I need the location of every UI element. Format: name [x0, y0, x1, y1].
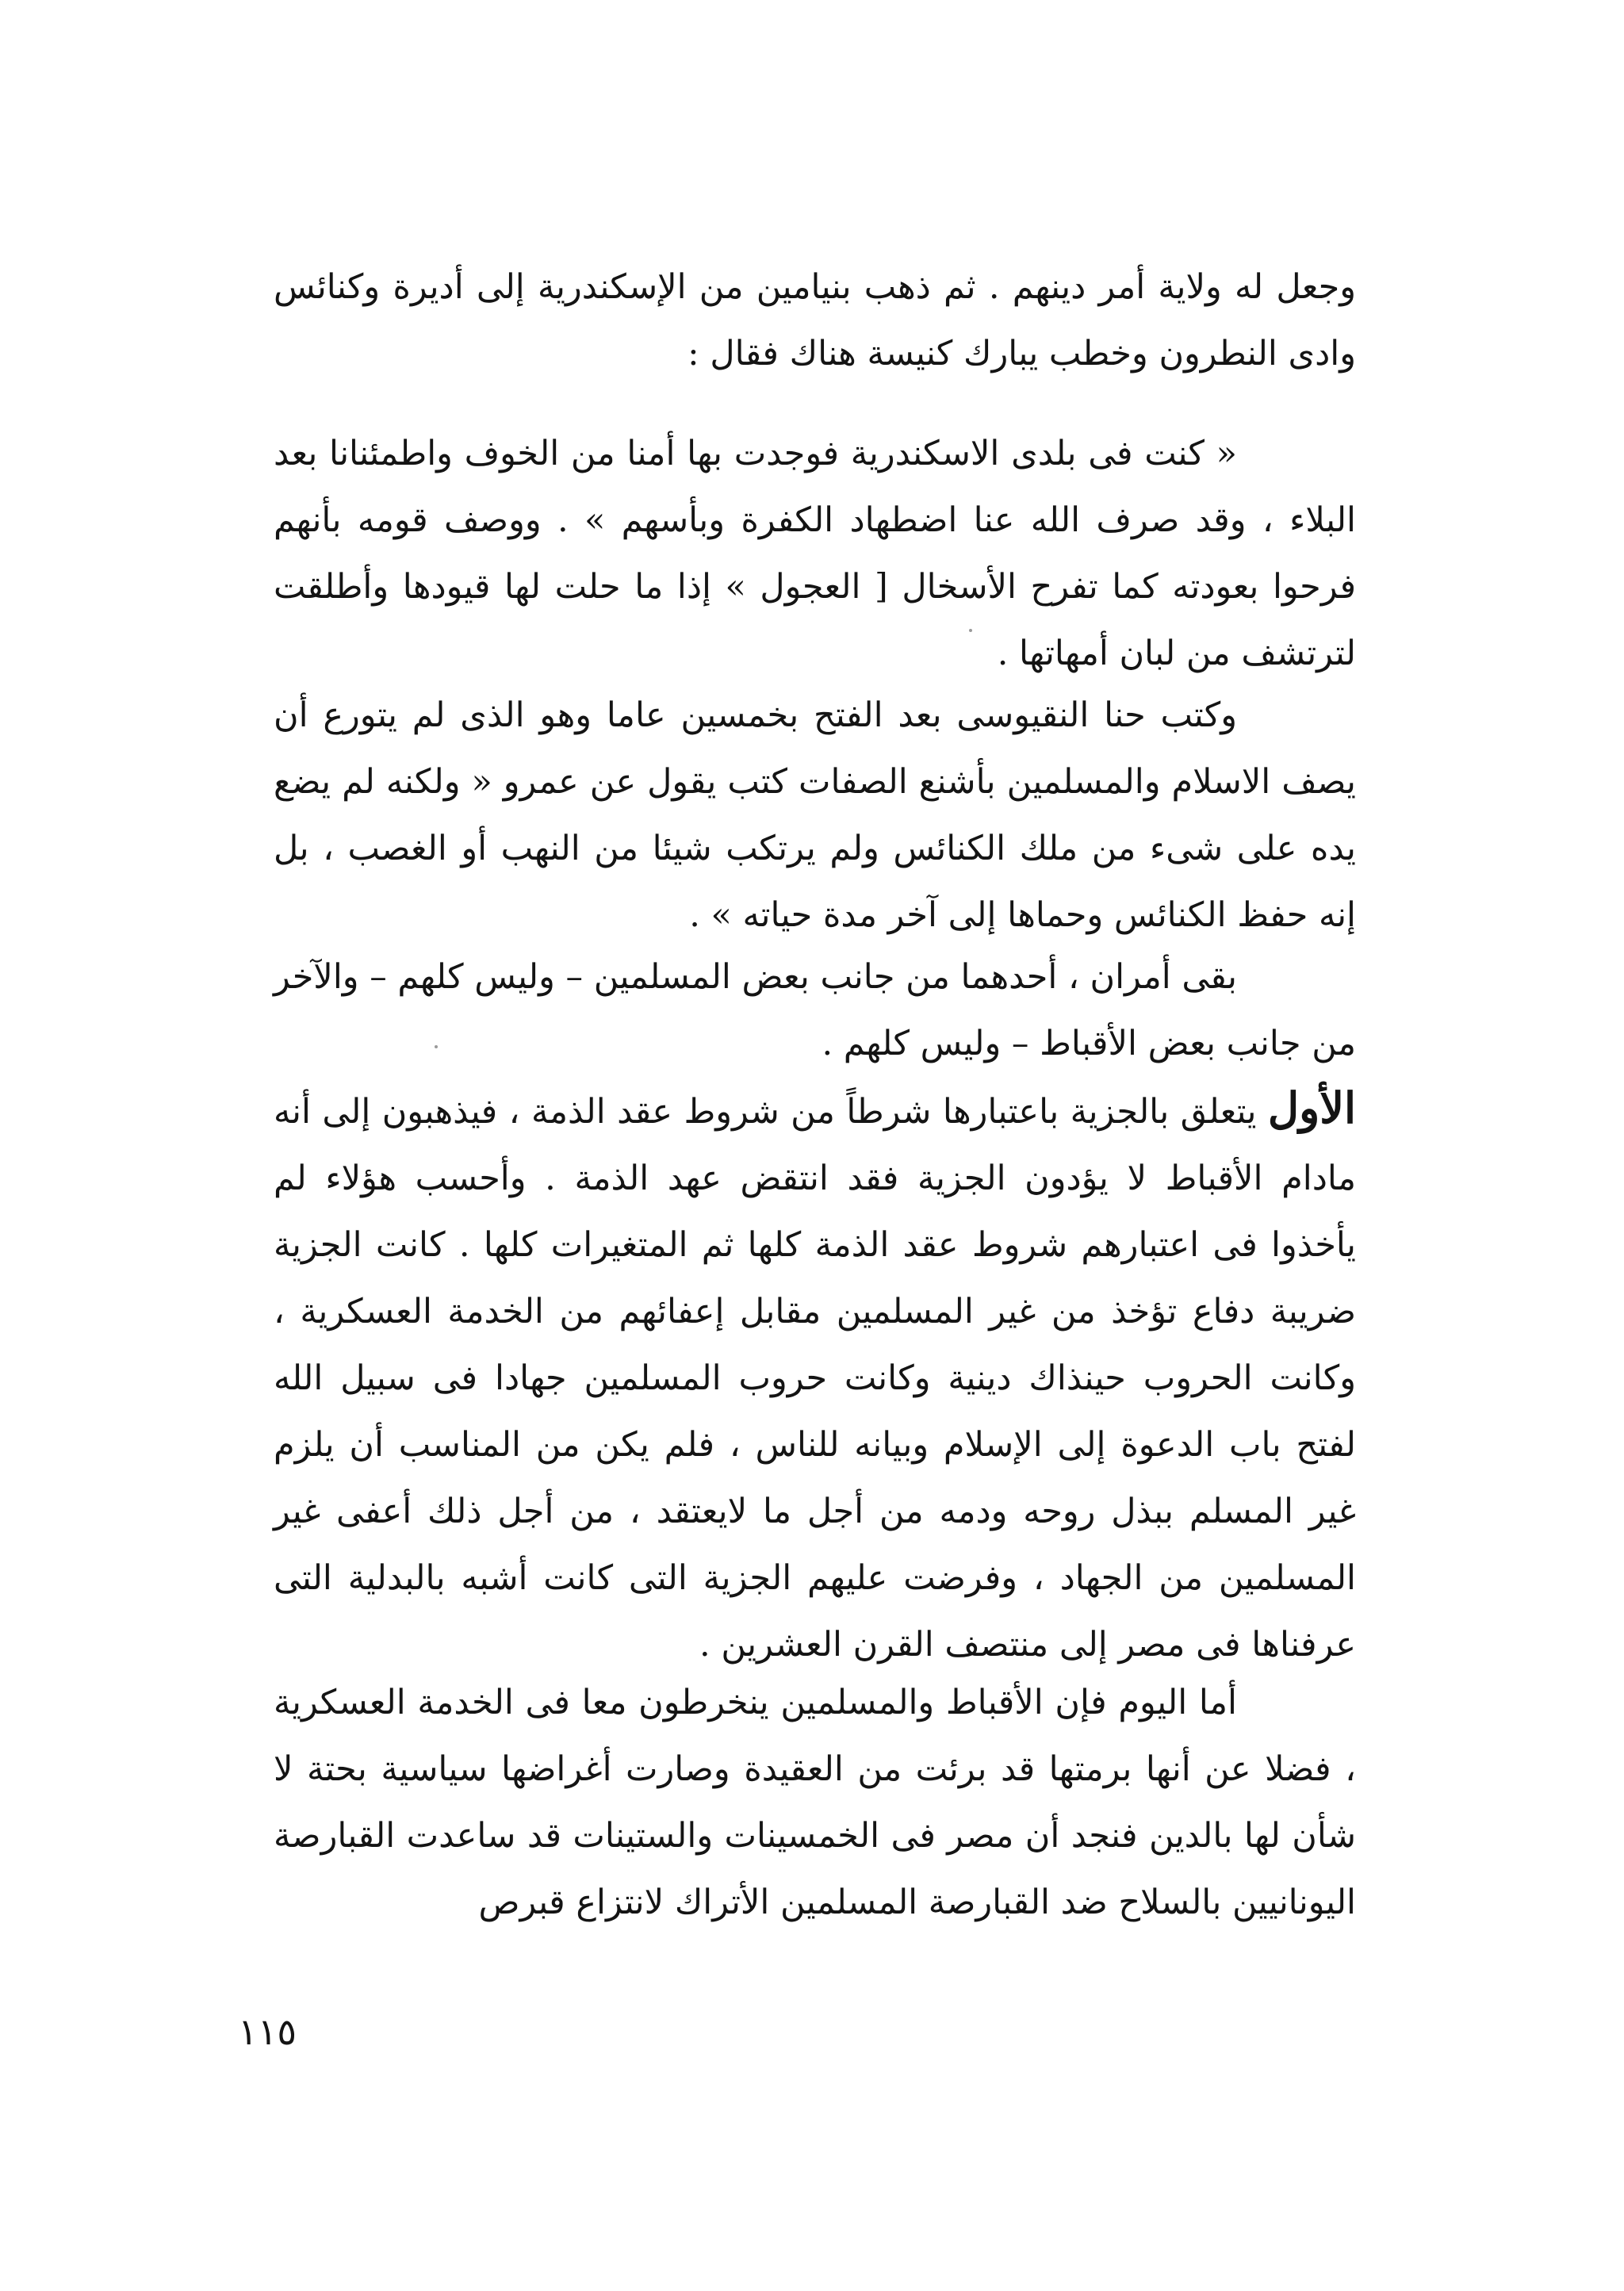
- paragraph-6-text: أما اليوم فإن الأقباط والمسلمين ينخرطون معا فى الخدمة العسكرية ، فضلا عن أنها برمتها قد برئت من العقيدة وصارت أغراضها سياسية بحتة لا شأن لها بالدين فنجد أن مصر فى الخمسينات والستينات قد ساعدت القبارصة اليونانيين بالسلاح ضد القبارصة المسلمين الأتراك لانتزاع قبرص: [274, 1683, 1356, 1922]
- paragraph-4-text: بقى أمران ، أحدهما من جانب بعض المسلمين – وليس كلهم – والآخر من جانب بعض الأقباط – وليس كلهم .: [274, 957, 1356, 1063]
- paragraph-2-text: « كنت فى بلدى الاسكندرية فوجدت بها أمنا من الخوف واطمئنانا بعد البلاء ، وقد صرف الله عنا اضطهاد الكفرة وبأسهم » . ووصف قومه بأنهم فرحوا بعودته كما تفرح الأسخال [ العجول » إذا ما حلت لها قيودها وأطلقت لترتشف من لبان أمهاتها .: [274, 434, 1356, 673]
- paragraph-1: [274, 254, 1356, 387]
- paper-speck: [435, 1045, 438, 1048]
- paragraph-5-lead-word: الأول: [1267, 1082, 1357, 1133]
- paragraph-5-text: يتعلق بالجزية باعتبارها شرطاً من شروط عقد الذمة ، فيذهبون إلى أنه مادام الأقباط لا يؤدون الجزية فقد انتقض عهد الذمة . وأحسب هؤلاء لم يأخذوا فى اعتبارهم شروط عقد الذمة كلها ثم المتغيرات كلها . كانت الجزية ضريبة دفاع تؤخذ من غير المسلمين مقابل إعفائهم من الخدمة العسكرية ، وكانت الحروب حينذاك دينية وكانت حروب المسلمين جهادا فى سبيل الله لفتح باب الدعوة إلى الإسلام وبيانه للناس ، فلم يكن من المناسب أن يلزم غير المسلم ببذل روحه ودمه من أجل ما لايعتقد ، من أجل ذلك أعفى غير المسلمين من الجهاد ، وفرضت عليهم الجزية التى كانت أشبه بالبدلية التى عرفناها فى مصر إلى منتصف القرن العشرين .: [274, 1092, 1357, 1665]
- paragraph-1-text: وجعل له ولاية أمر دينهم . ثم ذهب بنيامين من الإسكندرية إلى أديرة وكنائس وادى النطرون وخطب يبارك كنيسة هناك فقال :: [274, 267, 1356, 374]
- paper-speck: [969, 629, 972, 632]
- page-number: ١١٥: [238, 2010, 297, 2053]
- paragraph-3: [274, 682, 1356, 948]
- paragraph-5: [274, 1075, 1356, 1678]
- paragraph-6: [274, 1669, 1356, 1936]
- paragraph-4: [274, 944, 1356, 1077]
- paragraph-3-text: وكتب حنا النقيوسى بعد الفتح بخمسين عاما وهو الذى لم يتورع أن يصف الاسلام والمسلمين بأشنع الصفات كتب يقول عن عمرو « ولكنه لم يضع يده على شىء من ملك الكنائس ولم يرتكب شيئا من النهب أو الغصب ، بل إنه حفظ الكنائس وحماها إلى آخر مدة حياته » .: [274, 695, 1356, 935]
- paragraph-2: [274, 420, 1356, 687]
